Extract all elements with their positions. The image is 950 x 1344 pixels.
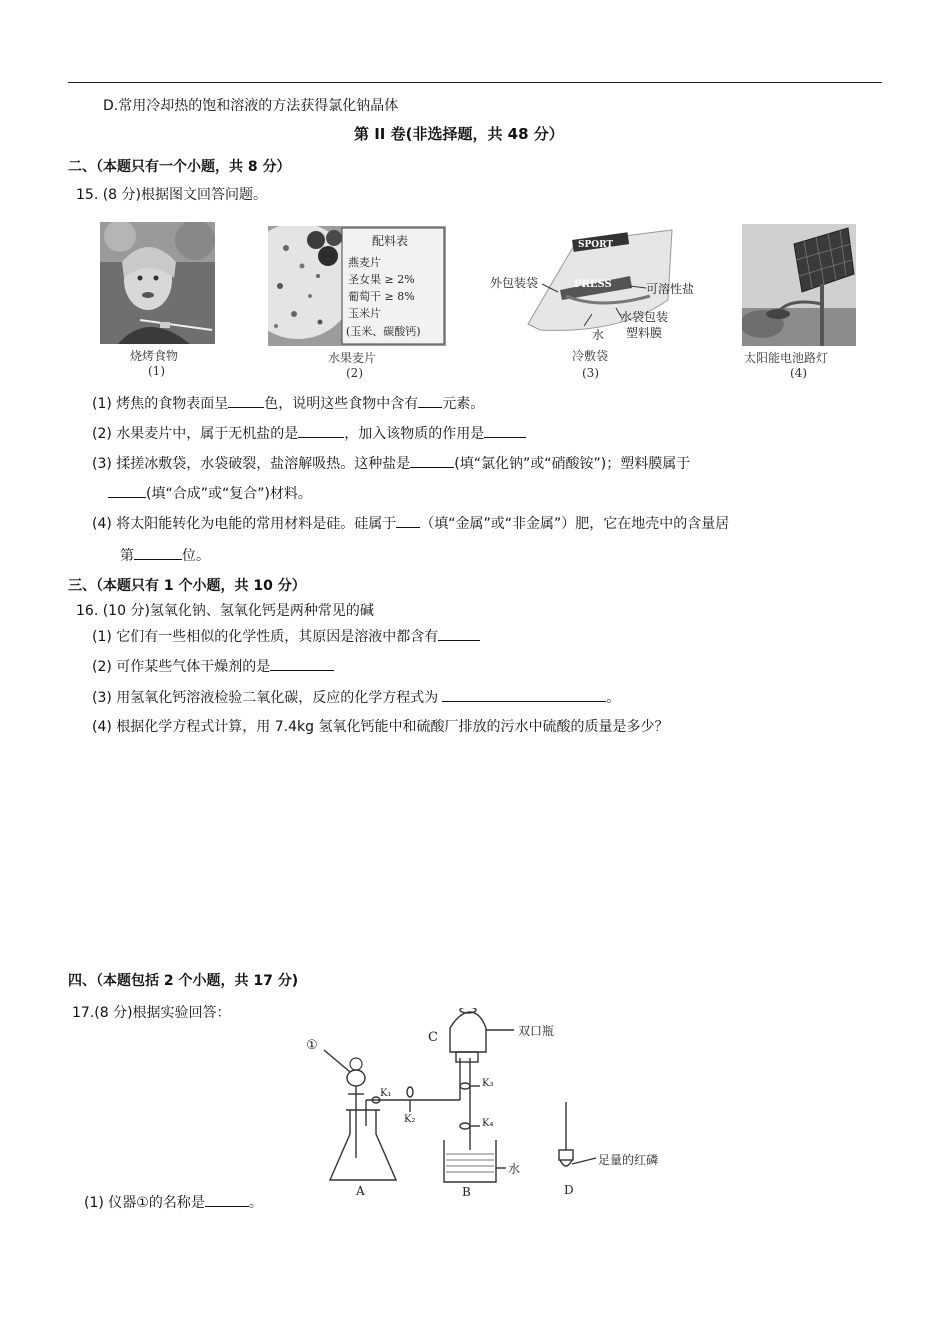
q17-sub1-end: 。 — [248, 1195, 263, 1211]
solar-lamp-image — [742, 224, 856, 346]
ingredient-line-4: 玉米片 — [348, 307, 381, 320]
q16-sub3-blank[interactable] — [442, 687, 606, 702]
coldpack-salt: 可溶性盐 — [646, 282, 695, 296]
header-rule — [68, 82, 882, 83]
q15-sub4 — [92, 513, 729, 534]
section3-heading: 三、（本题只有 1 个小题，共 10 分） — [68, 578, 306, 594]
figure1-num: (1) — [148, 364, 165, 378]
section2-heading: 二、（本题只有一个小题，共 8 分） — [68, 159, 291, 175]
figure2-num: (2) — [346, 366, 363, 380]
q16-sub1 — [92, 626, 480, 647]
bbq-photo-image — [100, 222, 215, 344]
part2-title: 第 II 卷(非选择题，共 48 分） — [354, 125, 564, 143]
apparatus-label-b: B — [462, 1185, 471, 1199]
q16-sub1-text: (1) 它们有一些相似的化学性质，其原因是溶液中都含有 — [92, 629, 439, 645]
q16-sub2-text: (2) 可作某些气体干燥剂的是 — [92, 659, 271, 675]
q15-sub4-c: 第 — [120, 548, 134, 564]
figure4-num: (4) — [790, 366, 807, 380]
q15-sub3-blank-2[interactable] — [108, 483, 146, 498]
q15-sub1-blank-2[interactable] — [418, 393, 442, 408]
ingredient-line-1: 燕麦片 — [348, 256, 381, 269]
figure-coldpack — [480, 226, 710, 346]
q15-sub3-blank-1[interactable] — [410, 453, 454, 468]
coldpack-water: 水 — [592, 328, 605, 342]
q15-sub4-a: (4) 将太阳能转化为电能的常用材料是硅。硅属于 — [92, 516, 397, 532]
figure3-label: 冷敷袋 — [572, 349, 609, 363]
q15-sub2-blank-1[interactable] — [298, 423, 344, 438]
q16-sub2 — [92, 656, 334, 677]
figure1-label: 烧烤食物 — [130, 349, 179, 363]
option-d: D.常用冷却热的饱和溶液的方法获得氯化钠晶体 — [103, 98, 399, 114]
q15-sub2 — [92, 423, 526, 444]
q15-sub3-cont — [108, 483, 312, 504]
q16-sub3-text: (3) 用氢氧化钙溶液检验二氧化碳，反应的化学方程式为 — [92, 690, 439, 706]
ingredient-line-2: 圣女果 ≥ 2% — [348, 273, 415, 286]
figure-solar-lamp — [742, 224, 856, 346]
apparatus-red-phosphorus: 足量的红磷 — [598, 1153, 659, 1167]
q15-sub2-a: (2) 水果麦片中，属于无机盐的是 — [92, 426, 299, 442]
apparatus-k4: K₄ — [482, 1118, 494, 1129]
q15-sub2-blank-2[interactable] — [484, 423, 526, 438]
q16-sub1-blank[interactable] — [438, 626, 480, 641]
apparatus-k3: K₃ — [482, 1078, 494, 1089]
apparatus-label-c: C — [428, 1030, 438, 1045]
section4-heading: 四、（本题包括 2 个小题，共 17 分) — [68, 973, 299, 989]
apparatus-diagram — [300, 1008, 670, 1200]
q16-sub3 — [92, 687, 620, 708]
q17-sub1 — [84, 1192, 263, 1213]
apparatus-label-d: D — [564, 1183, 574, 1197]
apparatus-double-neck: 双口瓶 — [518, 1024, 555, 1038]
ingredients-title: 配料表 — [372, 234, 409, 248]
q15-sub1-blank-1[interactable] — [228, 393, 264, 408]
figure2-label: 水果麦片 — [328, 351, 377, 365]
coldpack-outer-bag: 外包装袋 — [490, 276, 539, 290]
q16-sub4: (4) 根据化学方程式计算，用 7.4kg 氢氧化钙能中和硫酸厂排放的污水中硫酸的质量是多少？ — [92, 719, 669, 735]
q15-sub3-a: (3) 揉搓冰敷袋，水袋破裂，盐溶解吸热。这种盐是 — [92, 456, 411, 472]
q15-sub1-c: 元素。 — [442, 396, 485, 412]
figure3-num: (3) — [582, 366, 599, 380]
apparatus-image — [300, 1008, 670, 1200]
ingredient-line-3: 葡萄干 ≥ 8% — [348, 290, 415, 303]
q17-sub1-blank[interactable] — [205, 1192, 249, 1207]
ingredient-line-5: (玉米、碳酸钙) — [346, 325, 421, 338]
q16-stem: 16. (10 分)氢氧化钠、氢氧化钙是两种常见的碱 — [76, 603, 374, 619]
q16-sub3-end: 。 — [606, 690, 621, 706]
apparatus-k1: K₁ — [380, 1088, 392, 1099]
q15-sub4-blank-2[interactable] — [134, 545, 182, 560]
coldpack-water-bag: 水袋包装 — [620, 310, 669, 324]
q15-sub3-c: (填“合成”或“复合”)材料。 — [146, 486, 312, 502]
coldpack-brand: SPORT — [578, 240, 614, 250]
apparatus-water: 水 — [508, 1162, 521, 1176]
coldpack-film: 塑料膜 — [626, 326, 663, 340]
q15-sub4-b: （填“金属”或“非金属”）肥，它在地壳中的含量居 — [420, 516, 730, 532]
q15-sub1 — [92, 393, 484, 414]
apparatus-label-a: A — [356, 1184, 365, 1198]
q15-sub1-b: 色，说明这些食物中含有 — [264, 396, 419, 412]
figure-bbq-photo — [100, 222, 215, 344]
q15-sub3 — [92, 453, 690, 474]
q15-sub4-d: 位。 — [182, 548, 210, 564]
q15-stem: 15. (8 分)根据图文回答问题。 — [76, 187, 267, 203]
q15-sub3-b: (填“氯化钠”或“硝酸铵”)；塑料膜属于 — [454, 456, 691, 472]
q17-sub1-text: (1) 仪器①的名称是 — [84, 1195, 205, 1211]
apparatus-k2: K₂ — [404, 1114, 416, 1125]
q16-sub2-blank[interactable] — [270, 656, 334, 671]
apparatus-circle1: ① — [306, 1038, 318, 1053]
figure4-label: 太阳能电池路灯 — [744, 351, 829, 365]
q17-stem: 17.(8 分)根据实验回答： — [72, 1005, 231, 1021]
q15-sub1-a: (1) 烤焦的食物表面呈 — [92, 396, 229, 412]
figure-cereal — [268, 226, 446, 346]
coldpack-press: PRESS — [574, 279, 612, 290]
q15-sub4-blank-1[interactable] — [396, 513, 420, 528]
q15-sub2-b: ，加入该物质的作用是 — [344, 426, 485, 442]
q15-sub4-cont — [120, 545, 210, 566]
